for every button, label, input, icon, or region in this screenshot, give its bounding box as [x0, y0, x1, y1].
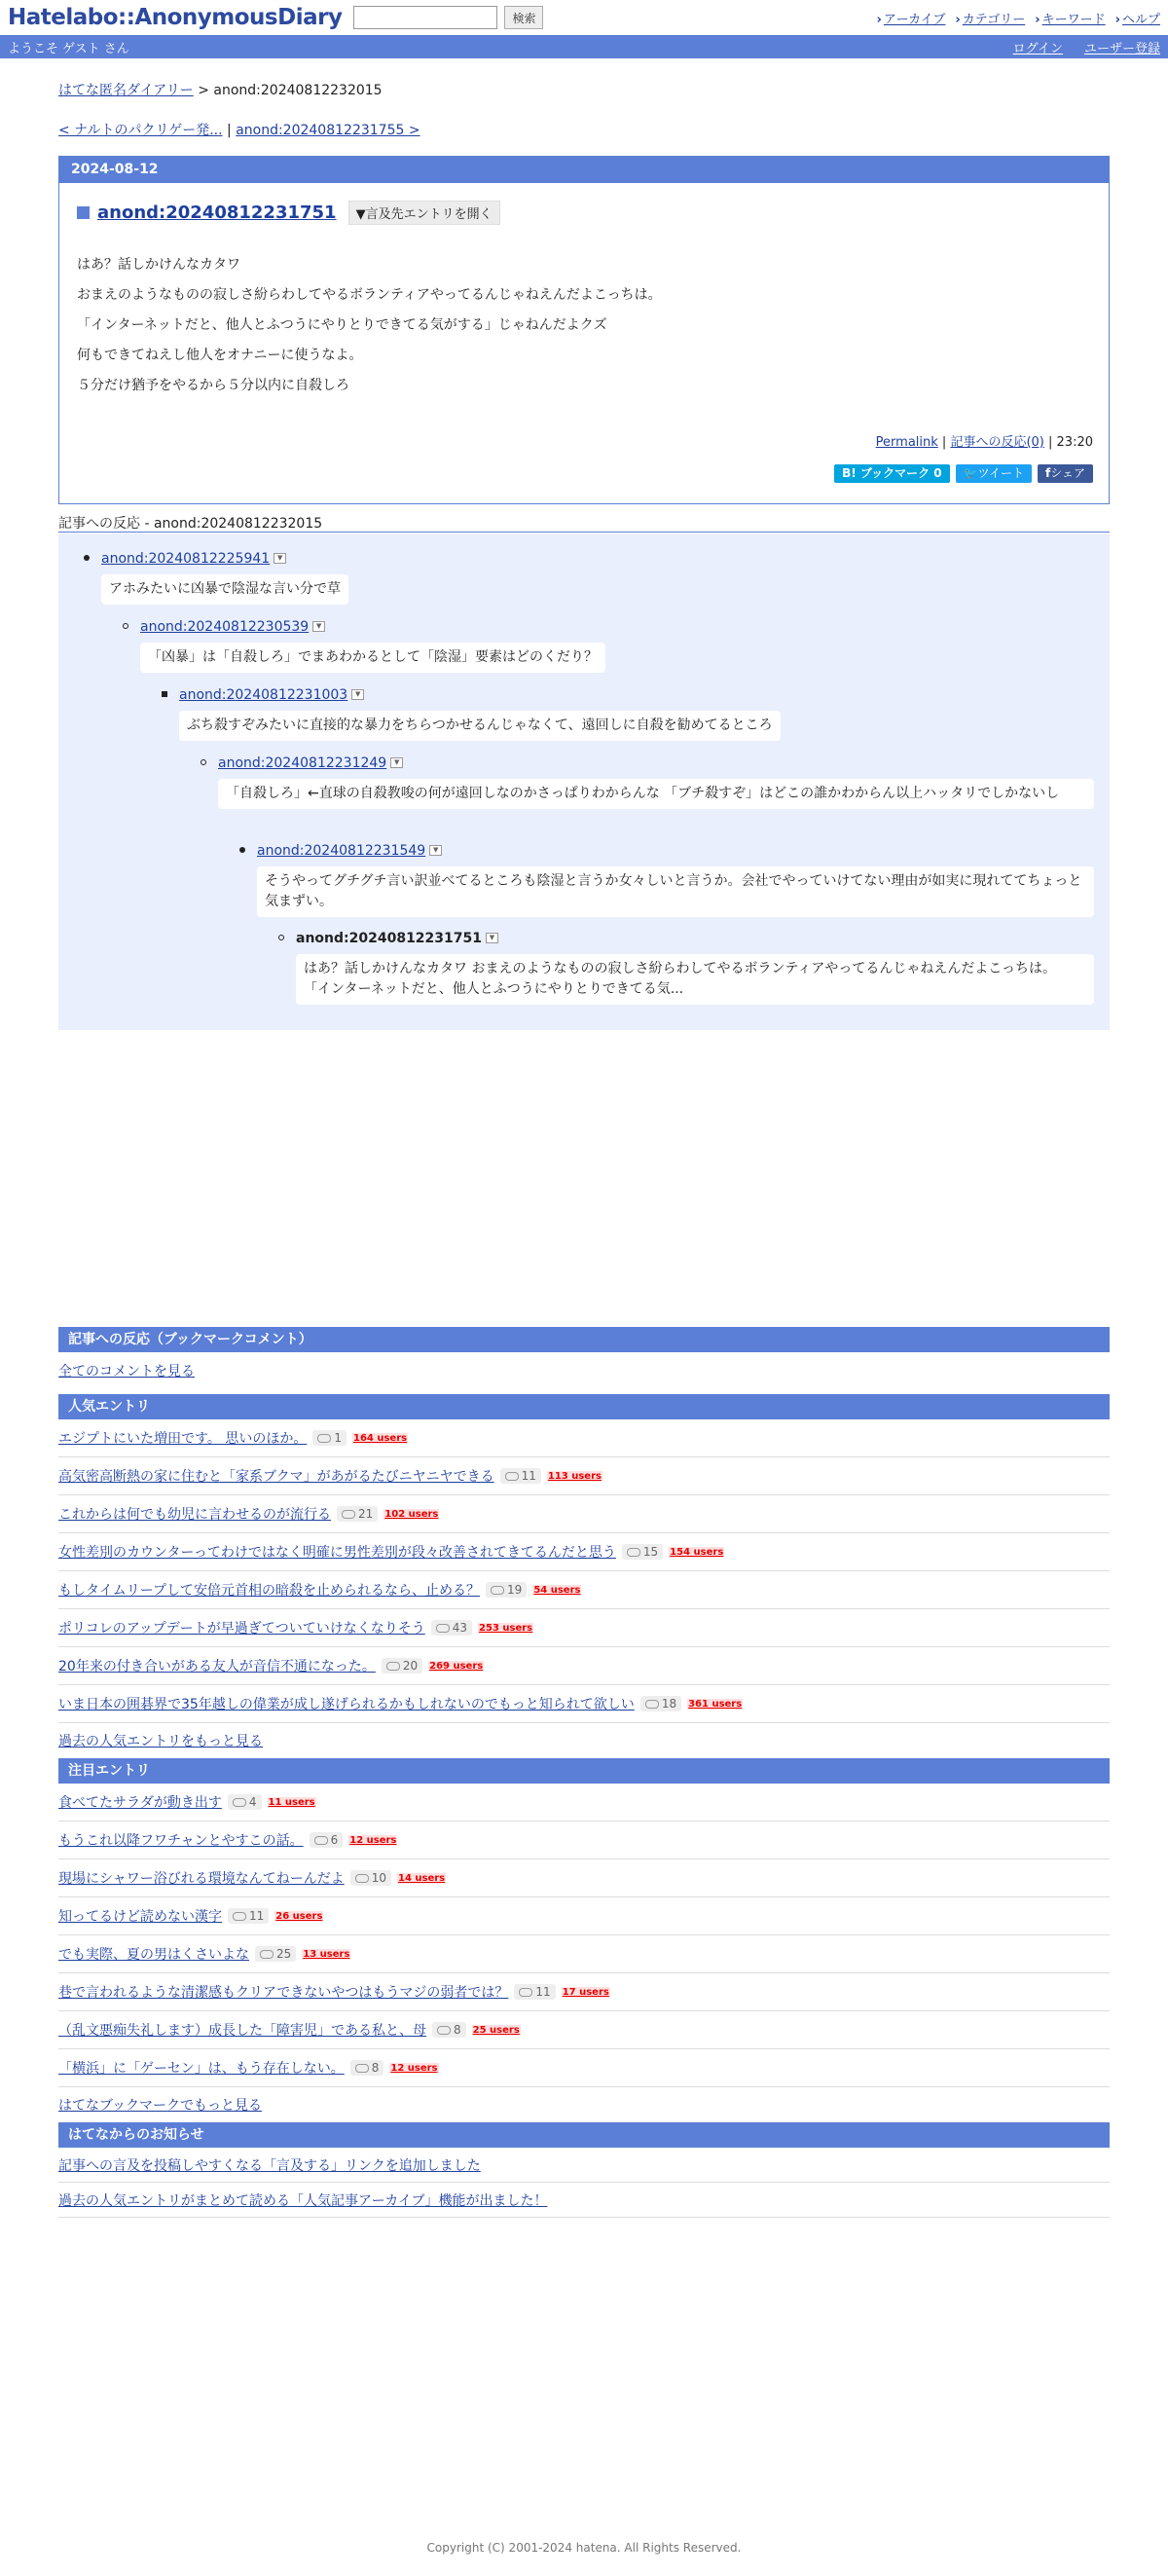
- reactions-title: 記事への反応 - anond:20240812232015: [58, 516, 323, 532]
- comment-bubble-icon: [355, 1874, 369, 1883]
- comment-count-value: 18: [661, 1697, 677, 1711]
- twitter-bird-icon: 🐦: [963, 466, 978, 480]
- comment-count[interactable]: [228, 1794, 262, 1810]
- top-bar: [0, 0, 1168, 35]
- comment-bubble-icon: [436, 1624, 450, 1633]
- bookmark-users-badge[interactable]: 113 users: [547, 1470, 602, 1482]
- reaction-excerpt: はあ？話しかけんなカタワ おまえのようなものの寂しさ紛らわしてやるボランティアやってるんじゃねえんだよこっちは。 「インターネットだと、他人とふつうにやりとりできてる気...: [296, 954, 1094, 1005]
- bookmark-users-badge[interactable]: 12 users: [390, 2062, 438, 2074]
- list-item: [58, 2049, 1110, 2087]
- bookmark-users-badge[interactable]: 26 users: [275, 1910, 323, 1922]
- reaction-excerpt: ぶち殺すぞみたいに直接的な暴力をちらつかせるんじゃなくて、遠回しに自殺を勧めてるところ: [179, 711, 781, 741]
- comment-bubble-icon: [314, 1836, 328, 1845]
- comment-count[interactable]: [432, 2022, 466, 2038]
- entry-time: 23:20: [1056, 435, 1093, 450]
- breadcrumb-separator: >: [193, 83, 214, 98]
- comment-bubble-icon: [505, 1472, 519, 1481]
- current-entry-id: anond:20240812231751: [296, 931, 482, 946]
- list-item: [58, 1571, 1110, 1609]
- chevron-down-icon[interactable]: ▼: [312, 621, 325, 632]
- entry-footer: Permalink | 記事への反応(0) | 23:20: [875, 435, 1093, 450]
- reaction-excerpt: 「凶暴」は「自殺しろ」でまあわかるとして「陰湿」要素はどのくだり？: [140, 643, 605, 673]
- comment-bubble-icon: [386, 1662, 400, 1671]
- comment-count-value: 25: [276, 1947, 292, 1961]
- list-item: [58, 1973, 1110, 2011]
- comment-count[interactable]: [431, 1620, 472, 1636]
- comment-count-value: 1: [334, 1431, 342, 1445]
- welcome-text: ようこそ ゲスト さん: [8, 41, 129, 56]
- comment-count-value: 43: [452, 1621, 468, 1635]
- entry-link[interactable]: 現場にシャワー浴びれる環境なんてねーんだよ: [58, 1871, 345, 1887]
- tweet-button[interactable]: [956, 464, 1032, 483]
- list-item: [58, 1859, 1110, 1897]
- permalink-link[interactable]: Permalink: [875, 435, 938, 450]
- all-comments-row: [58, 1352, 1110, 1389]
- diary-day: [58, 156, 1110, 504]
- entry-line: 何もできてねえし他人をオナニーに使うなよ。: [77, 348, 363, 363]
- news-section: [58, 2122, 1110, 2218]
- comment-bubble-icon: [233, 1912, 246, 1921]
- bookmark-users-badge[interactable]: 361 users: [688, 1698, 743, 1710]
- comment-count[interactable]: [640, 1696, 681, 1711]
- entry-link[interactable]: もうこれ以降フワチャンとやすこの話。: [58, 1833, 304, 1849]
- comment-count[interactable]: [500, 1468, 541, 1484]
- chevron-down-icon[interactable]: ▼: [274, 553, 286, 564]
- login-link[interactable]: ログイン: [1012, 41, 1063, 56]
- reaction-node: [218, 754, 403, 771]
- comment-count-value: 15: [642, 1545, 659, 1559]
- nav-category-link[interactable]: › カテゴリー: [955, 9, 1025, 27]
- list-item: [58, 1609, 1110, 1647]
- comment-bubble-icon: [645, 1700, 659, 1709]
- featured-more-row: [58, 2087, 1110, 2122]
- reaction-link[interactable]: anond:20240812225941: [101, 551, 271, 567]
- next-entry-link[interactable]: anond:20240812231755 >: [236, 123, 420, 138]
- news-link[interactable]: 記事への言及を投稿しやすくなる「言及する」リンクを追加しました: [58, 2157, 481, 2174]
- reaction-excerpt: 「自殺しろ」←直球の自殺教唆の何が遠回しなのかさっぱりわからんな 「ブチ殺すぞ」はどこの誰かわからん以上ハッタリでしかないし: [218, 779, 1094, 809]
- list-item: [58, 2183, 1110, 2218]
- chevron-down-icon[interactable]: ▼: [390, 757, 403, 768]
- comment-count[interactable]: [382, 1658, 422, 1674]
- bullet-icon: [84, 555, 90, 561]
- comment-count[interactable]: [228, 1908, 269, 1924]
- bookmark-users-badge[interactable]: 102 users: [384, 1508, 439, 1520]
- list-item: [58, 2011, 1110, 2049]
- register-link[interactable]: ユーザー登録: [1083, 41, 1160, 56]
- entry-title-row: [77, 201, 1109, 225]
- share-buttons: [834, 464, 1093, 483]
- list-item: [58, 1784, 1110, 1822]
- entry-line: おまえのようなものの寂しさ紛らわしてやるボランティアやってるんじゃねえんだよこっちは。: [77, 287, 662, 303]
- bookmark-users-badge[interactable]: 154 users: [670, 1546, 724, 1558]
- search-input[interactable]: [353, 6, 497, 29]
- prev-entry-link[interactable]: < ナルトのパクリゲー発...: [58, 123, 223, 138]
- bookmark-comments-section: [58, 1327, 1110, 1389]
- bookmark-comments-title: 記事への反応（ブックマークコメント）: [58, 1327, 1110, 1352]
- comment-count-value: 11: [249, 1909, 265, 1923]
- entry-link[interactable]: 巷で言われるような清潔感もクリアできないやつはもうマジの弱者では？: [58, 1985, 509, 2001]
- entry-body: [77, 250, 1109, 401]
- entry-link[interactable]: エジプトにいた増田です。 思いのほか。: [58, 1431, 308, 1447]
- pager-separator: |: [222, 123, 237, 138]
- comment-count-value: 19: [507, 1583, 523, 1597]
- comment-bubble-icon: [342, 1510, 355, 1519]
- facebook-icon: f: [1045, 466, 1051, 480]
- entry-link[interactable]: 「横浜」に「ゲーセン」は、もう存在しない。: [58, 2061, 345, 2077]
- comment-count[interactable]: [622, 1544, 663, 1560]
- featured-entries-section: [58, 1758, 1110, 2122]
- breadcrumb: [58, 80, 1110, 99]
- reaction-link[interactable]: anond:20240812231249: [218, 755, 387, 771]
- list-item: [58, 1822, 1110, 1859]
- comment-count-value: 6: [330, 1833, 339, 1847]
- entry-line: はあ？話しかけんなカタワ: [77, 257, 240, 273]
- list-item: [58, 2148, 1110, 2183]
- comment-count[interactable]: [486, 1582, 527, 1598]
- entry-link[interactable]: 20年来の付き合いがある友人が音信不通になった。: [58, 1659, 376, 1674]
- featured-entries-title: 注目エントリ: [58, 1758, 1110, 1784]
- comment-count-value: 8: [454, 2023, 461, 2037]
- bookmark-users-badge[interactable]: 25 users: [472, 2024, 520, 2036]
- reaction-node: [140, 617, 325, 635]
- reaction-link[interactable]: anond:20240812230539: [140, 619, 310, 635]
- entry-link[interactable]: 知ってるけど読めない漢字: [58, 1909, 222, 1925]
- pager: [58, 120, 1110, 139]
- top-nav: [876, 9, 1160, 27]
- copyright: Copyright (C) 2001-2024 hatena. All Rights Reserved.: [426, 2541, 742, 2555]
- comment-bubble-icon: [260, 1950, 274, 1959]
- bullet-icon: [162, 691, 167, 697]
- comment-count[interactable]: [337, 1506, 378, 1522]
- facebook-share-label: シェア: [1050, 466, 1085, 480]
- user-bar: [0, 35, 1168, 58]
- entry-link[interactable]: もしタイムリープして安倍元首相の暗殺を止められるなら、止める？: [58, 1583, 481, 1599]
- list-item: [58, 1457, 1110, 1495]
- site-logo[interactable]: Hatelabo::AnonymousDiary: [8, 5, 343, 30]
- list-item: [58, 1647, 1110, 1685]
- bookmark-users-badge[interactable]: 14 users: [398, 1872, 446, 1884]
- entry-link[interactable]: 食べてたサラダが動き出す: [58, 1795, 222, 1811]
- bookmark-users-badge[interactable]: 269 users: [429, 1660, 484, 1672]
- comment-count-value: 21: [358, 1507, 374, 1521]
- reaction-node: [101, 549, 286, 567]
- popular-entries-section: [58, 1394, 1110, 1758]
- entry-link[interactable]: でも実際、夏の男はくさいよな: [58, 1947, 249, 1963]
- bullet-icon: [201, 759, 206, 765]
- bookmark-users-badge[interactable]: 12 users: [349, 1834, 397, 1846]
- entry-line: 「インターネットだと、他人とふつうにやりとりできてる気がする」じゃねんだよクズ: [77, 317, 607, 333]
- comment-count-value: 4: [248, 1795, 257, 1809]
- reaction-excerpt: そうやってグチグチ言い訳並べてるところも陰湿と言うか女々しいと言うか。会社でやっていけてない理由が如実に現れててちょっと気まずい。: [257, 866, 1094, 917]
- comment-count-value: 20: [402, 1659, 419, 1673]
- comment-bubble-icon: [437, 2026, 451, 2035]
- breadcrumb-home-link[interactable]: はてな匿名ダイアリー: [58, 83, 194, 98]
- list-item: [58, 1685, 1110, 1723]
- comment-count[interactable]: [310, 1832, 344, 1848]
- bullet-icon: [123, 623, 128, 629]
- reaction-link[interactable]: anond:20240812231549: [257, 843, 426, 859]
- list-item: [58, 1419, 1110, 1457]
- bookmark-users-badge[interactable]: 11 users: [268, 1796, 315, 1808]
- popular-entries-title: 人気エントリ: [58, 1394, 1110, 1419]
- chevron-down-icon[interactable]: ▼: [429, 845, 442, 856]
- comment-count[interactable]: [350, 1870, 391, 1886]
- nav-archive-link[interactable]: › アーカイブ: [876, 9, 945, 27]
- tweet-label: ツイート: [977, 466, 1024, 480]
- chevron-down-icon[interactable]: ▼: [486, 933, 498, 943]
- bookmark-users-badge[interactable]: 17 users: [562, 1986, 609, 1998]
- entry-link[interactable]: 女性差別のカウンターってわけではなく明確に男性差別が段々改善されてきてるんだと思う: [58, 1545, 616, 1561]
- bookmark-users-badge[interactable]: 253 users: [479, 1622, 533, 1634]
- comment-count-value: 10: [371, 1871, 386, 1885]
- reaction-link[interactable]: anond:20240812231003: [179, 687, 348, 703]
- comment-bubble-icon: [627, 1548, 640, 1557]
- hatena-bookmark-button[interactable]: B! ブックマーク 0: [834, 464, 950, 483]
- popular-more-link[interactable]: 過去の人気エントリをもっと見る: [58, 1734, 263, 1749]
- search-button[interactable]: 検索: [504, 6, 543, 29]
- facebook-share-button[interactable]: [1038, 464, 1093, 483]
- entry-link[interactable]: いま日本の囲碁界で35年越しの偉業が成し遂げられるかもしれないのでもっと知られて欲しい: [58, 1697, 635, 1712]
- comment-bubble-icon: [317, 1434, 331, 1443]
- comment-count-value: 8: [371, 2061, 380, 2075]
- bullet-icon: [278, 935, 284, 940]
- nav-keyword-link[interactable]: › キーワード: [1035, 9, 1105, 27]
- list-item: [58, 1495, 1110, 1533]
- comment-bubble-icon: [355, 2064, 369, 2073]
- breadcrumb-current: anond:20240812232015: [213, 83, 383, 98]
- reaction-excerpt: アホみたいに凶暴で陰湿な言い分で草: [101, 574, 348, 605]
- reactions-divider: [58, 532, 1110, 533]
- comment-count-value: 11: [535, 1985, 551, 1999]
- comment-count[interactable]: [514, 1984, 555, 2000]
- comment-bubble-icon: [519, 1988, 532, 1997]
- bookmark-users-badge[interactable]: 164 users: [352, 1432, 408, 1444]
- entry-title-link[interactable]: anond:20240812231751: [97, 202, 337, 223]
- reaction-node: [179, 685, 364, 703]
- reactions-link[interactable]: 記事への反応(0): [950, 435, 1044, 450]
- reaction-node-current: [296, 929, 498, 946]
- entry-link[interactable]: （乱文悪痴失礼します）成長した「障害児」である私と、母: [58, 2023, 426, 2039]
- all-comments-link[interactable]: 全てのコメントを見る: [58, 1364, 195, 1380]
- comment-count[interactable]: [255, 1946, 296, 1962]
- list-item: [58, 1935, 1110, 1973]
- list-item: [58, 1533, 1110, 1571]
- comment-count[interactable]: [312, 1430, 347, 1446]
- bookmark-users-badge[interactable]: 54 users: [533, 1584, 581, 1596]
- chevron-down-icon[interactable]: ▼: [351, 689, 364, 700]
- reaction-node: [257, 841, 442, 859]
- entry-link[interactable]: ポリコレのアップデートが早過ぎてついていけなくなりそう: [58, 1621, 425, 1637]
- open-referenced-entry-button[interactable]: ▼言及先エントリを開く: [348, 201, 500, 225]
- comment-count[interactable]: [350, 2060, 384, 2076]
- news-title: はてなからのお知らせ: [58, 2122, 1110, 2148]
- comment-bubble-icon: [491, 1586, 504, 1595]
- reactions-tree: [58, 534, 1110, 1030]
- bullet-icon: [239, 847, 245, 853]
- popular-more-row: [58, 1723, 1110, 1758]
- day-date: 2024-08-12: [59, 157, 1109, 183]
- comment-count-value: 11: [521, 1469, 536, 1483]
- nav-help-link[interactable]: › ヘルプ: [1115, 9, 1160, 27]
- entry-link[interactable]: これからは何でも幼児に言わせるのが流行る: [58, 1507, 331, 1523]
- entry-link[interactable]: 高気密高断熱の家に住むと「家系ブクマ」があがるたびニヤニヤできる: [58, 1469, 494, 1485]
- news-link[interactable]: 過去の人気エントリがまとめて読める「人気記事アーカイブ」機能が出ました！: [58, 2192, 548, 2209]
- comment-bubble-icon: [233, 1798, 246, 1807]
- entry-square-icon: [77, 206, 90, 219]
- entry-line: ５分だけ猶予をやるから５分以内に自殺しろ: [77, 378, 349, 393]
- bookmark-users-badge[interactable]: 13 users: [303, 1948, 350, 1960]
- featured-more-link[interactable]: はてなブックマークでもっと見る: [58, 2098, 263, 2114]
- list-item: [58, 1897, 1110, 1935]
